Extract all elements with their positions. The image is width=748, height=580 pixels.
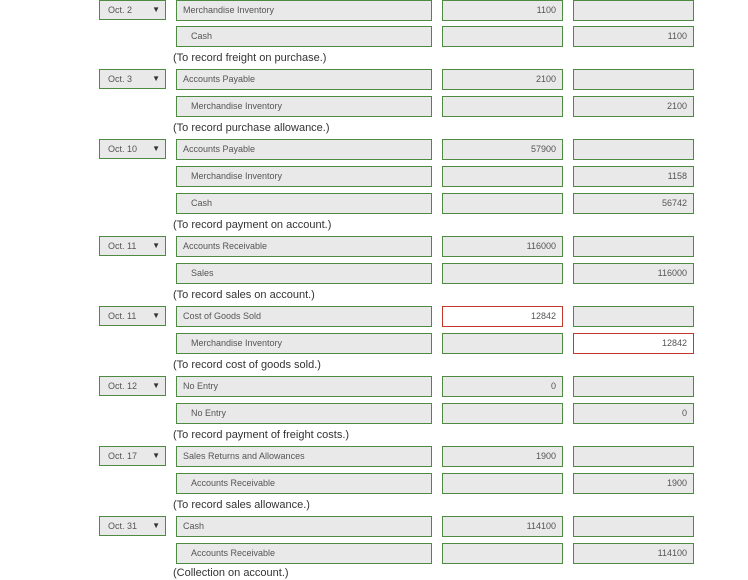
debit-amount-field[interactable]: 116000	[442, 236, 563, 257]
debit-account-field[interactable]: Accounts Payable	[176, 139, 432, 160]
chevron-down-icon: ▼	[152, 74, 160, 83]
date-select[interactable]	[99, 139, 166, 159]
debit-amount-field[interactable]	[442, 543, 563, 564]
credit-amount-field[interactable]: 1100	[573, 26, 694, 47]
entry-explanation: (To record sales on account.)	[173, 289, 315, 301]
credit-amount-field[interactable]	[573, 69, 694, 90]
debit-account-field[interactable]: Accounts Payable	[176, 69, 432, 90]
chevron-down-icon: ▼	[152, 381, 160, 390]
chevron-down-icon: ▼	[152, 311, 160, 320]
entry-explanation: (To record sales allowance.)	[173, 499, 310, 511]
credit-account-field[interactable]: No Entry	[176, 403, 432, 424]
credit-account-field[interactable]: Cash	[176, 193, 432, 214]
debit-account-field[interactable]: Cash	[176, 516, 432, 537]
date-select[interactable]	[99, 376, 166, 396]
credit-amount-field[interactable]: 2100	[573, 96, 694, 117]
debit-amount-field[interactable]	[442, 193, 563, 214]
chevron-down-icon: ▼	[152, 521, 160, 530]
credit-amount-field[interactable]	[573, 0, 694, 21]
credit-amount-field[interactable]: 1900	[573, 473, 694, 494]
debit-amount-field[interactable]	[442, 333, 563, 354]
date-value: Oct. 3	[108, 74, 133, 84]
credit-amount-field[interactable]	[573, 516, 694, 537]
credit-amount-field[interactable]	[573, 139, 694, 160]
debit-account-field[interactable]: Accounts Receivable	[176, 236, 432, 257]
chevron-down-icon: ▼	[152, 451, 160, 460]
credit-account-field[interactable]: Cash	[176, 26, 432, 47]
debit-account-field[interactable]: Cost of Goods Sold	[176, 306, 432, 327]
date-select[interactable]	[99, 69, 166, 89]
debit-amount-field[interactable]	[442, 96, 563, 117]
credit-amount-field-incorrect[interactable]: 12842	[573, 333, 694, 354]
debit-amount-field[interactable]	[442, 473, 563, 494]
credit-account-field[interactable]: Accounts Receivable	[176, 473, 432, 494]
credit-amount-field[interactable]: 114100	[573, 543, 694, 564]
chevron-down-icon: ▼	[152, 5, 160, 14]
entry-explanation: (Collection on account.)	[173, 567, 289, 579]
credit-account-field[interactable]: Merchandise Inventory	[176, 166, 432, 187]
credit-amount-field[interactable]	[573, 236, 694, 257]
debit-amount-field[interactable]: 114100	[442, 516, 563, 537]
date-value: Oct. 31	[108, 521, 138, 531]
date-select[interactable]	[99, 516, 166, 536]
debit-amount-field[interactable]: 57900	[442, 139, 563, 160]
date-value: Oct. 11	[108, 241, 137, 251]
credit-account-field[interactable]: Sales	[176, 263, 432, 284]
debit-amount-field[interactable]	[442, 403, 563, 424]
chevron-down-icon: ▼	[152, 241, 160, 250]
debit-account-field[interactable]: No Entry	[176, 376, 432, 397]
debit-account-field[interactable]: Merchandise Inventory	[176, 0, 432, 21]
date-value: Oct. 2	[108, 5, 133, 15]
debit-amount-field[interactable]	[442, 263, 563, 284]
credit-account-field[interactable]: Accounts Receivable	[176, 543, 432, 564]
debit-amount-field-incorrect[interactable]: 12842	[442, 306, 563, 327]
entry-explanation: (To record purchase allowance.)	[173, 122, 330, 134]
debit-account-field[interactable]: Sales Returns and Allowances	[176, 446, 432, 467]
debit-amount-field[interactable]	[442, 26, 563, 47]
entry-explanation: (To record freight on purchase.)	[173, 52, 327, 64]
debit-amount-field[interactable]	[442, 166, 563, 187]
date-value: Oct. 11	[108, 311, 137, 321]
entry-explanation: (To record payment on account.)	[173, 219, 332, 231]
entry-explanation: (To record payment of freight costs.)	[173, 429, 350, 441]
credit-amount-field[interactable]	[573, 376, 694, 397]
debit-amount-field[interactable]: 1100	[442, 0, 563, 21]
date-select[interactable]	[99, 0, 166, 20]
date-value: Oct. 10	[108, 144, 138, 154]
date-value: Oct. 17	[108, 451, 138, 461]
date-value: Oct. 12	[108, 381, 138, 391]
chevron-down-icon: ▼	[152, 144, 160, 153]
debit-amount-field[interactable]: 2100	[442, 69, 563, 90]
credit-amount-field[interactable]: 56742	[573, 193, 694, 214]
credit-amount-field[interactable]	[573, 446, 694, 467]
credit-amount-field[interactable]: 0	[573, 403, 694, 424]
credit-amount-field[interactable]: 116000	[573, 263, 694, 284]
credit-account-field[interactable]: Merchandise Inventory	[176, 333, 432, 354]
date-select[interactable]	[99, 446, 166, 466]
date-select[interactable]	[99, 306, 166, 326]
credit-account-field[interactable]: Merchandise Inventory	[176, 96, 432, 117]
credit-amount-field[interactable]: 1158	[573, 166, 694, 187]
date-select[interactable]	[99, 236, 166, 256]
credit-amount-field[interactable]	[573, 306, 694, 327]
entry-explanation: (To record cost of goods sold.)	[173, 359, 321, 371]
debit-amount-field[interactable]: 0	[442, 376, 563, 397]
debit-amount-field[interactable]: 1900	[442, 446, 563, 467]
